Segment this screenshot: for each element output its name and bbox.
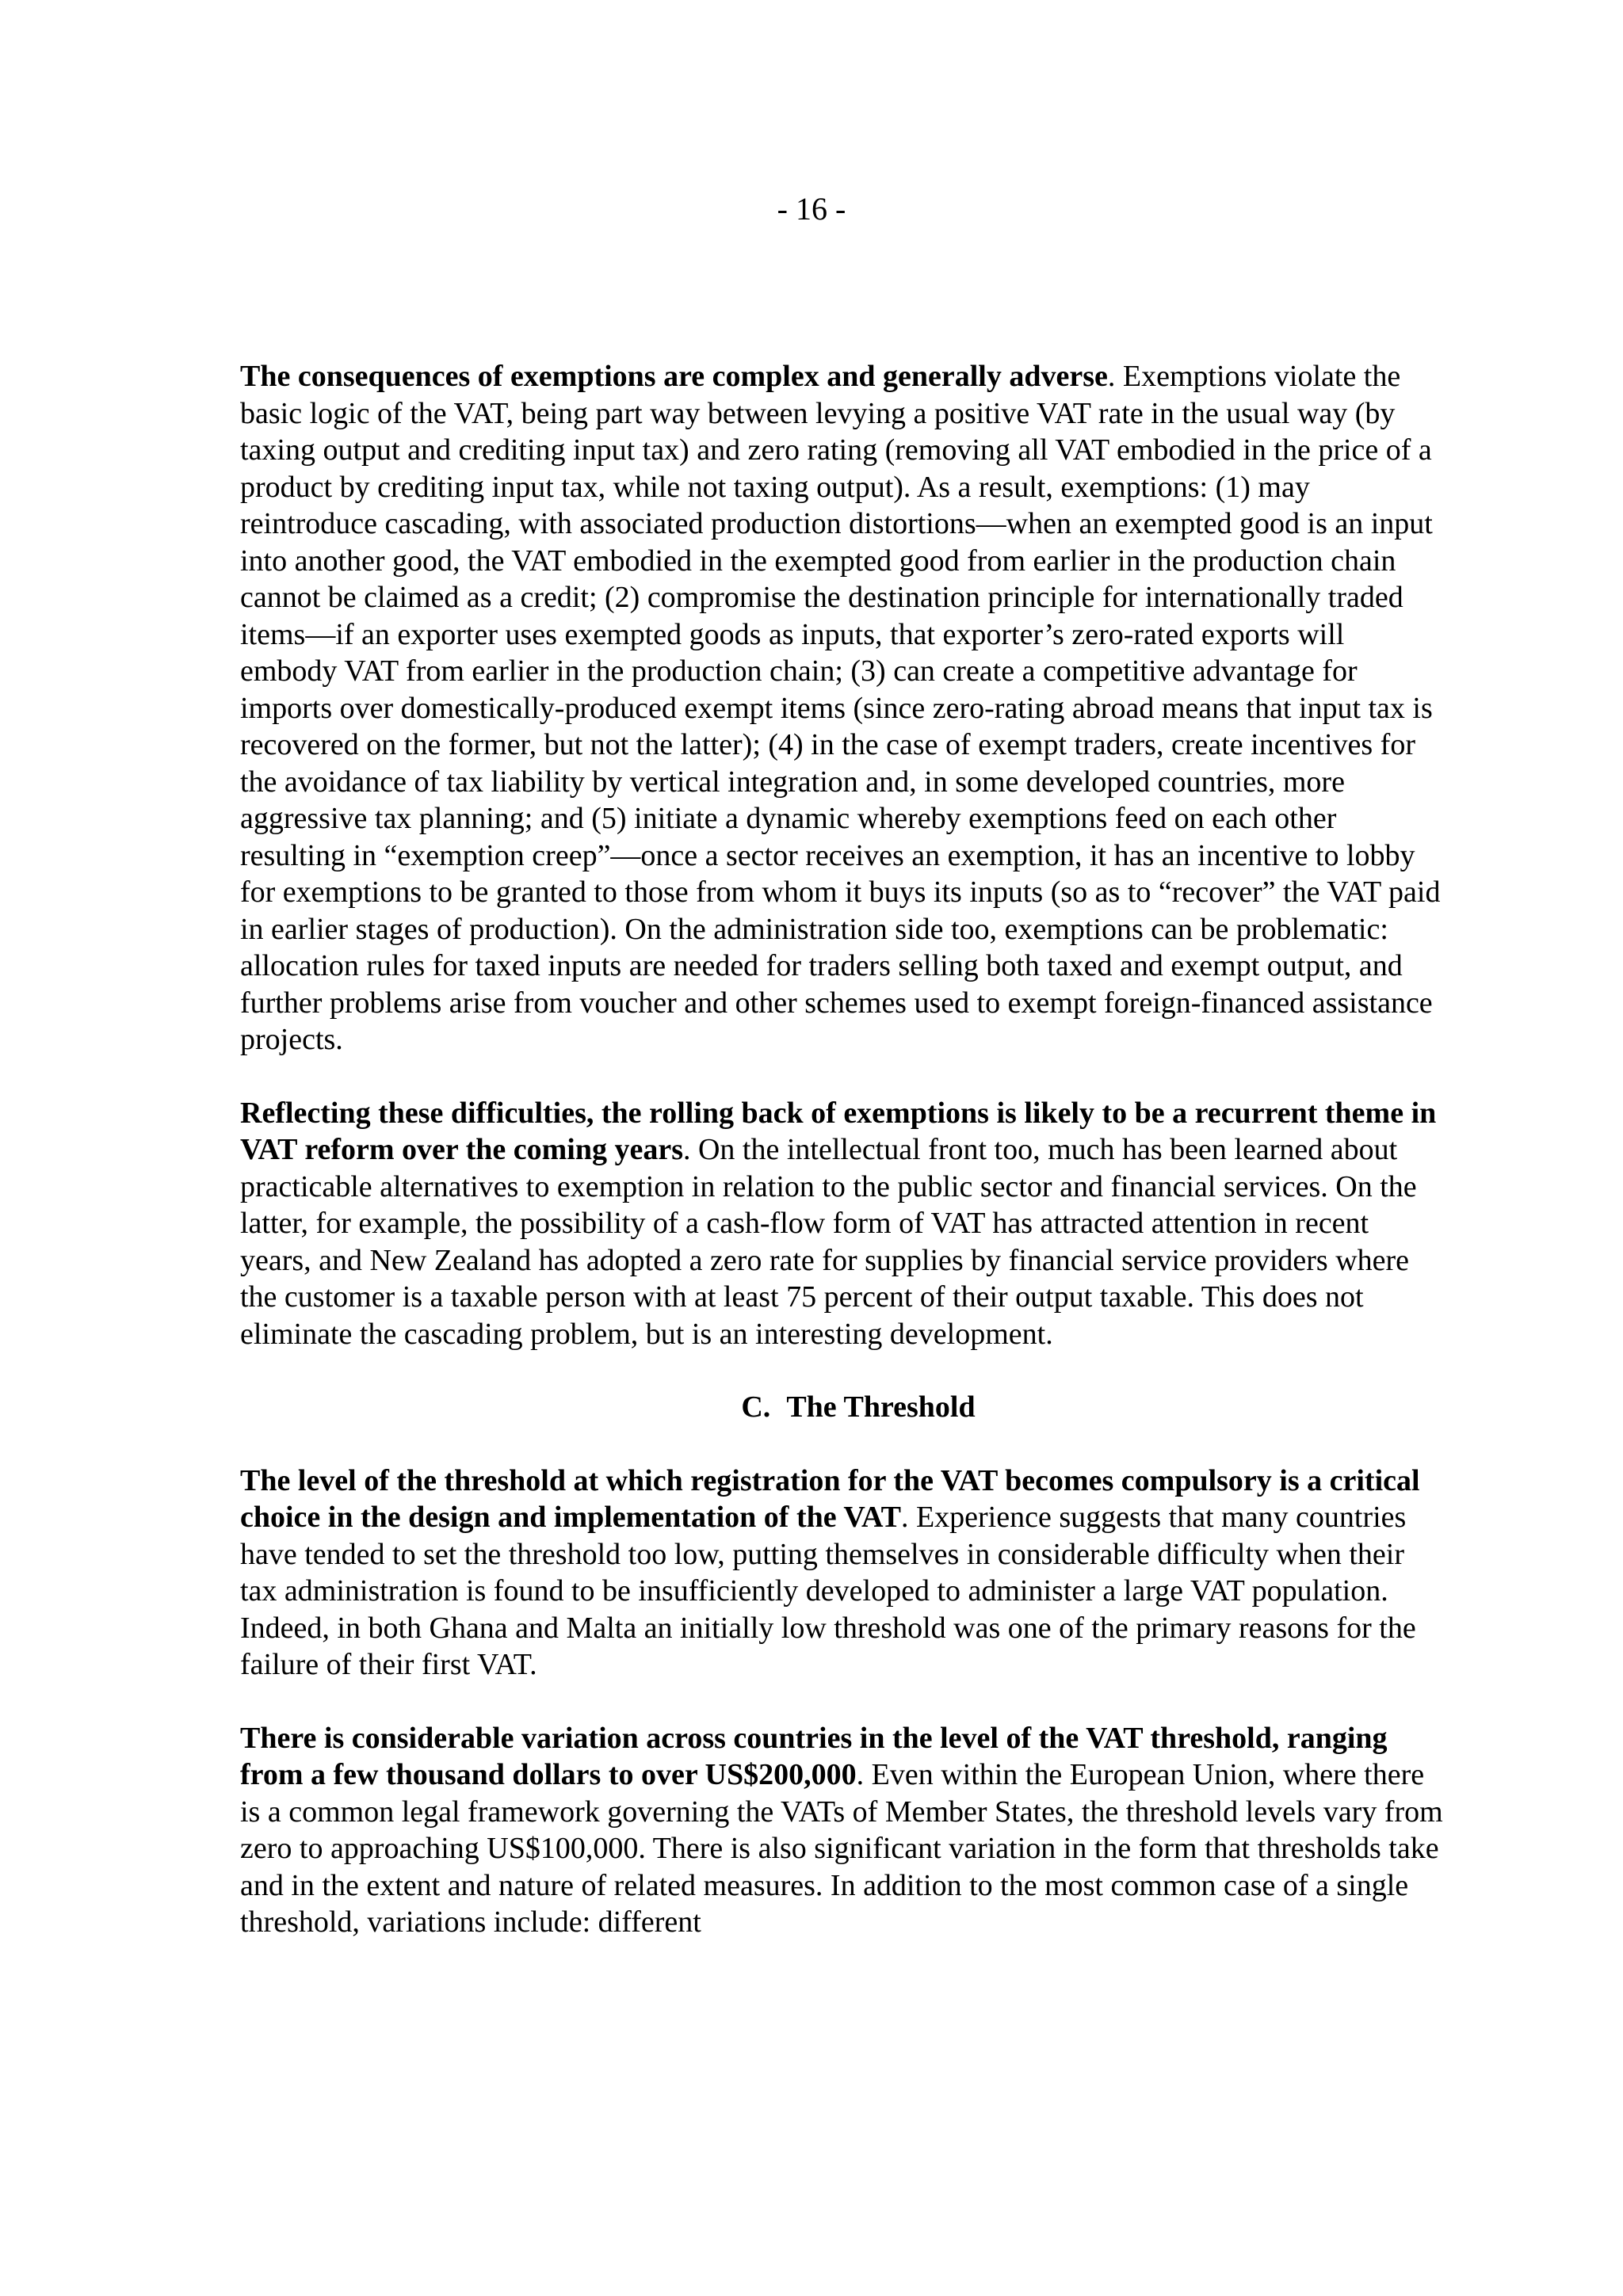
section-heading bbox=[240, 1389, 1445, 1426]
paragraph-lead: The consequences of exemptions are complex and generally adverse bbox=[240, 360, 1108, 393]
paragraph-threshold-level bbox=[240, 1463, 1445, 1684]
paragraph-threshold-variation bbox=[240, 1720, 1445, 1941]
paragraph-text: . Even within the European Union, where there is a common legal framework governing the VATs of Member States, the threshold levels vary from zero to approaching US$100,000. There is also significant variation in the form that thresholds take and in the extent and nature of related measures. In addition to the most common case of a single threshold, variations include: different bbox=[240, 1758, 1443, 1939]
paragraph-lead: There is considerable variation across countries in the level of the VAT threshold, ranging from a few thousand dollars to over US$200,000 bbox=[240, 1721, 1388, 1791]
section-title: The Threshold bbox=[786, 1390, 976, 1424]
paragraph-text: . Experience suggests that many countries have tended to set the threshold too low, putting themselves in considerable difficulty when their tax administration is found to be insufficiently developed to administer a large VAT population. Indeed, in both Ghana and Malta an initially low threshold was one of the primary reasons for the failure of their first VAT. bbox=[240, 1501, 1416, 1681]
paragraph-lead: The level of the threshold at which registration for the VAT becomes compulsory is a critical choice in the design and implementation of the VAT bbox=[240, 1463, 1420, 1534]
page-number: - 16 - bbox=[777, 191, 846, 227]
paragraph-exemption-consequences bbox=[240, 358, 1445, 1058]
paragraph-rolling-back-exemptions bbox=[240, 1095, 1445, 1353]
page-body bbox=[240, 358, 1445, 1978]
section-letter: C. bbox=[741, 1390, 771, 1424]
paragraph-lead: Reflecting these difficulties, the rolling back of exemptions is likely to be a recurrent theme in VAT reform over the coming years bbox=[240, 1096, 1437, 1166]
paragraph-text: . On the intellectual front too, much has been learned about practicable alternatives to exemption in relation to the public sector and financial services. On the latter, for example, the possibility of a cash-flow form of VAT has attracted attention in recent years, and New Zealand has adopted a zero rate for supplies by financial service providers where the customer is a taxable person with at least 75 percent of their output taxable. This does not eliminate the cascading problem, but is an interesting development. bbox=[240, 1133, 1417, 1351]
paragraph-text: . Exemptions violate the basic logic of the VAT, being part way between levying a positive VAT rate in the usual way (by taxing output and crediting input tax) and zero rating (removing all VAT embodied in the price of a product by crediting input tax, while not taxing output). As a result, exemptions: (1) may reintroduce cascading, with associated production distortions—when an exempted good is an input into another good, the VAT embodied in the exempted good from earlier in the production chain cannot be claimed as a credit; (2) compromise the destination principle for internationally traded items—if an exporter uses exempted goods as inputs, that exporter’s zero-rated exports will embody VAT from earlier in the production chain; (3) can create a competitive advantage for imports over domestically-produced exempt items (since zero-rating abroad means that input tax is recovered on the former, but not the latter); (4) in the case of exempt traders, create incentives for the avoidance of tax liability by vertical integration and, in some developed countries, more aggressive tax planning; and (5) initiate a dynamic whereby exemptions feed on each other resulting in “exemption creep”—once a sector receives an exemption, it has an incentive to lobby for exemptions to be granted to those from whom it buys its inputs (so as to “recover” the VAT paid in earlier stages of production). On the administration side too, exemptions can be problematic: allocation rules for taxed inputs are needed for traders selling both taxed and exempt output, and further problems arise from voucher and other schemes used to exempt foreign-financed assistance projects. bbox=[240, 360, 1441, 1056]
